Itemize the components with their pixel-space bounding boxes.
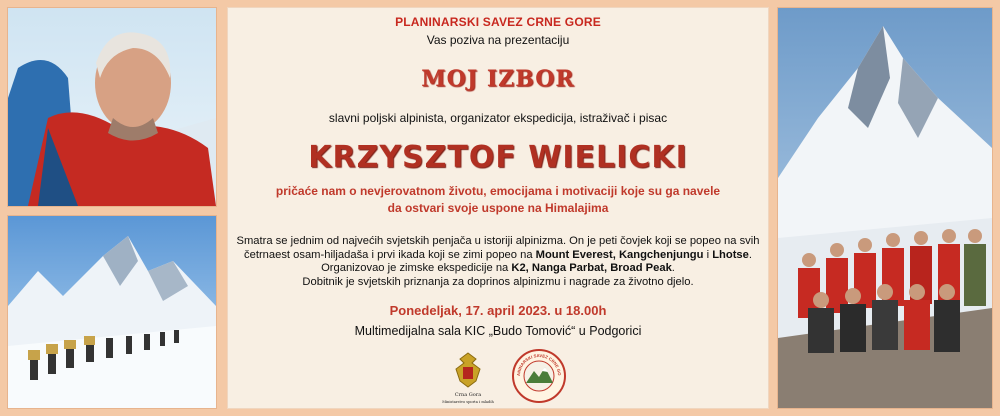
speaker-name: KRZYSZTOF WIELICKI bbox=[308, 140, 688, 175]
bio-expeditions-bold: K2, Nanga Parbat, Broad Peak bbox=[511, 262, 672, 275]
subtitle-line-2: da ostvari svoje uspone na Himalajima bbox=[387, 201, 609, 215]
speaker-biography bbox=[234, 235, 762, 289]
ministry-coat-of-arms-logo bbox=[438, 349, 498, 405]
bio-peak-bold: Lhotse bbox=[712, 248, 749, 261]
bio-text: Organizovao je zimske ekspedicije na bbox=[321, 262, 512, 275]
speaker-description: slavni poljski alpinista, organizator ekspedicija, istraživač i pisac bbox=[328, 111, 668, 125]
organization-name: PLANINARSKI SAVEZ CRNE GORE bbox=[395, 15, 601, 29]
expedition-trek-photo bbox=[8, 216, 216, 408]
bio-line-1: Smatra se jednim od najvećih svjetskih penjača u istoriji alpinizma. On je peti čovjek koji se popeo na svih bbox=[236, 235, 760, 247]
invitation-panel bbox=[228, 8, 768, 408]
bio-peaks-bold: Mount Everest, Kangchenjungu bbox=[535, 248, 704, 261]
subtitle-line-1: pričaće nam o nevjerovatnom životu, emocijama i motivaciji koje su ga navele bbox=[275, 184, 721, 198]
bio-line-4: Dobitnik je svjetskih priznanja za doprinos alpinizmu i nagrade za životno djelo. bbox=[302, 275, 694, 288]
coat-caption: Ministarstvo sporta i mladih bbox=[442, 400, 494, 404]
invitation-line: Vas poziva na prezentaciju bbox=[426, 33, 570, 47]
bio-line-3 bbox=[234, 262, 762, 276]
event-venue: Multimedijalna sala KIC „Budo Tomović“ u Podgorici bbox=[354, 324, 642, 338]
bio-text: i bbox=[703, 248, 713, 261]
mountaineering-federation-seal-logo bbox=[512, 349, 566, 403]
event-date: Ponedeljak, 17. april 2023. u 18.00h bbox=[389, 303, 607, 318]
bio-line-2 bbox=[234, 249, 762, 263]
bio-text: četrnaest osam-hiljadaša i prvi ikada koji se zimi popeo na bbox=[244, 248, 536, 261]
climber-portrait-photo bbox=[8, 8, 216, 206]
expedition-team-photo bbox=[778, 8, 992, 408]
coat-caption: Crna Gora bbox=[454, 392, 482, 398]
presentation-subtitle bbox=[258, 183, 738, 217]
sponsor-logos bbox=[228, 349, 768, 405]
seal-text: ANINARSKI SAVEZ CRNE GO bbox=[515, 352, 563, 377]
bio-text: . bbox=[671, 262, 675, 275]
bio-text: . bbox=[748, 248, 752, 261]
event-title: MOJ IZBOR bbox=[421, 66, 575, 92]
